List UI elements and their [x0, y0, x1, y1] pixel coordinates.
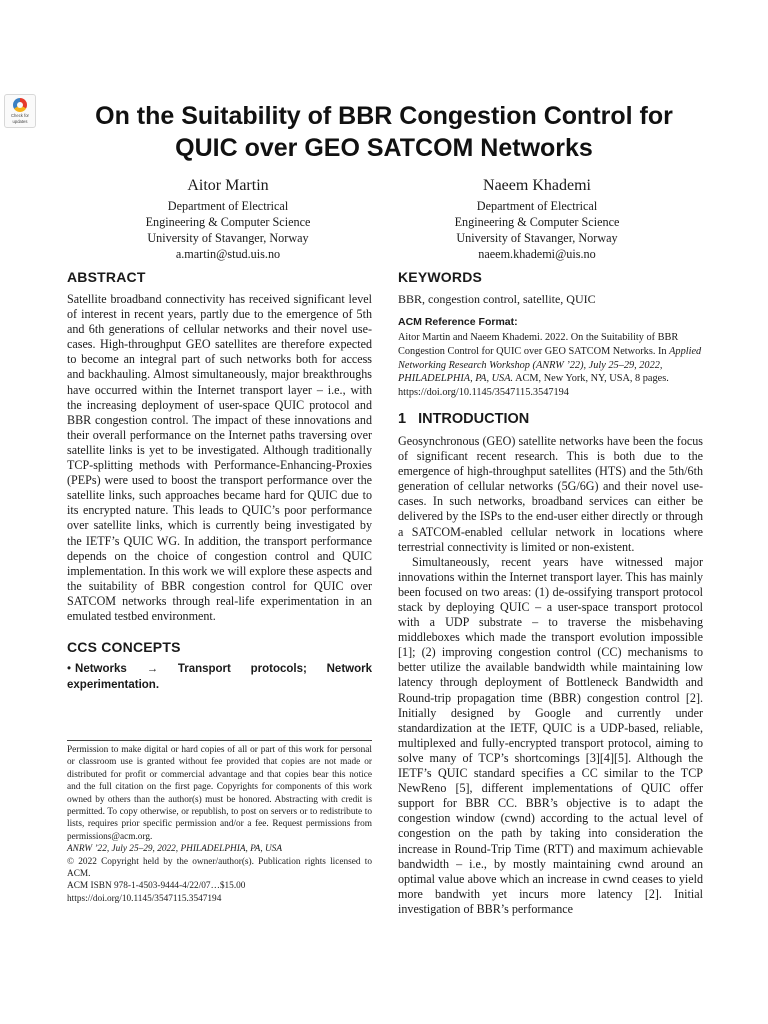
isbn-line: ACM ISBN 978-1-4503-9444-4/22/07…$15.00	[67, 881, 246, 892]
introduction-section	[398, 410, 703, 917]
author-email[interactable]: naeem.khademi@uis.no	[478, 247, 596, 261]
ccs-bullet: •	[67, 663, 72, 676]
author-university: University of Stavanger, Norway	[456, 231, 618, 245]
badge-line-2: updates	[12, 119, 28, 124]
acm-reference-text	[398, 331, 703, 400]
acm-reference-part-1: Aitor Martin and Naeem Khademi. 2022. On the Suitability of BBR Congestion Control for QUIC over GEO SATCOM Networks. In	[398, 332, 679, 357]
permission-footnote	[67, 740, 372, 905]
abstract-text: Satellite broadband connectivity has received significant level of interest in recent years, partly due to the emergence of 5th and 6th generations of cellular networks and their novel use-cases. High-throughput GEO satellites are therefore expected to become an integral part of such networks both for access and backhauling. Almost simultaneously, major breakthroughs have occurred within the Internet transport layer – i.e., with the increasing deployment of user-space QUIC protocol and BBR congestion control. The impact of these innovations and their overall performance on the Internet paths traversing over satellite links is yet to be investigated. Although traditionally TCP-splitting methods with Performance-Enhancing-Proxies (PEPs) were used to boost the transport performance over the satellite links, such approaches became hard for QUIC due to its encrypted nature. This leads to QUIC’s poor performance over satellite links, which is currently being investigated by the IETF’s QUIC WG. In addition, the transport performance depends on the choice of congestion control and QUIC implementation. In this work we will explore these aspects and the suitability of BBR congestion control for QUIC over SATCOM networks through real-life experimentation in an emulated testbed environment.	[67, 292, 372, 623]
introduction-paragraph-2: Simultaneously, recent years have witnessed major innovations within the Internet transport layer. This has mainly been focused on two areas: (1) de-ossifying transport protocol stack by deploying QUIC – a user-space transport protocol with a UDP substrate – to traverse the misbehaving middleboxes which made the transport evolution impossible [1]; (2) improving congestion control (CC) mechanisms to better utilize the available bandwidth while maintaining low latency through deployment of Bottleneck Bandwidth and Round-trip propagation time (BBR) congestion control [2]. Initially designed by Google and currently under standardization at the IETF, QUIC is a UDP-based, reliable, multiplexed and fully-encrypted transport protocol, aiming to solve many of TCP’s shortcomings [3][4][5]. Although the IETF’s QUIC standard specifies a CC similar to the TCP NewReno [5], different implementations of QUIC offer support for BBR CC. BBR’s objective is to adapt the congestion window (cwnd) according to the actual level of congestion on the path by taking into consideration the increase in Round-Trip Time (RTT) and maximum achievable bandwidth – i.e., by mostly maintaining cwnd around an optimal value above which an increase in cwnd ceases to yield more bandwith yet incurs more latency [2]. Initial investigation of BBR’s performance	[398, 554, 703, 916]
author-dept-line-1: Department of Electrical	[476, 199, 598, 213]
acm-reference-part-3: ACM, New York, NY, USA, 8 pages. https://doi.org/10.1145/3547115.3547194	[398, 373, 669, 399]
doi-link[interactable]: https://doi.org/10.1145/3547115.3547194	[67, 893, 222, 904]
abstract-heading: ABSTRACT	[67, 269, 146, 285]
badge-line-1: Check for	[11, 113, 29, 118]
author-dept-line-2: Engineering & Computer Science	[454, 215, 620, 229]
author-university: University of Stavanger, Norway	[147, 231, 309, 245]
author-dept-line-1: Department of Electrical	[167, 199, 289, 213]
left-column	[67, 268, 372, 693]
ccs-heading: CCS CONCEPTS	[67, 639, 181, 656]
acm-reference-venue: Applied Networking Research Workshop (ANRW ’22), July 25–29, 2022, PHILADELPHIA, PA, USA.	[398, 345, 702, 385]
keywords-text: BBR, congestion control, satellite, QUIC	[398, 292, 596, 306]
author-name: Aitor Martin	[187, 177, 269, 194]
right-column	[398, 268, 703, 917]
ccs-concepts-section	[67, 638, 372, 693]
section-title: INTRODUCTION	[418, 410, 530, 427]
author-email[interactable]: a.martin@stud.uis.no	[175, 247, 281, 261]
ccs-item	[67, 662, 372, 693]
section-number: 1	[398, 410, 407, 427]
title-line-2: QUIC over GEO SATCOM Networks	[175, 134, 593, 162]
author-name: Naeem Khademi	[483, 177, 591, 194]
author-1	[88, 176, 368, 262]
venue-line: ANRW ’22, July 25–29, 2022, PHILADELPHIA, PA, USA	[67, 844, 283, 855]
introduction-paragraph-1: Geosynchronous (GEO) satellite networks have been the focus of significant recent research. This is both due to the emergence of high-throughput satellites (HTS) and the 5th/6th generation of cellular networks (5G/6G) and their novel use-cases. In such networks, broadband services can either be delivered by the ISPs to the end-user either directly or through a SATCOM-enabled cellular network in locations where terrestrial connectivity is limited or non-existent.	[398, 433, 703, 554]
acm-reference-heading: ACM Reference Format:	[398, 316, 518, 328]
check-for-updates-badge[interactable]	[4, 94, 36, 128]
introduction-heading	[398, 410, 703, 428]
crossmark-icon	[13, 98, 27, 112]
copyright-line: © 2022 Copyright held by the owner/author(s). Publication rights licensed to ACM.	[67, 856, 372, 880]
author-dept-line-2: Engineering & Computer Science	[145, 215, 311, 229]
ccs-item-text: Networks → Transport protocols; Network experimentation.	[67, 663, 372, 691]
title-line-1: On the Suitability of BBR Congestion Control for	[95, 102, 673, 130]
permission-text: Permission to make digital or hard copies of all or part of this work for personal or classroom use is granted without fee provided that copies are not made or distributed for profit or commercial advantage and that copies bear this notice and the full citation on the first page. Copyrights for components of this work owned by others than the author(s) must be honored. Abstracting with credit is permitted. To copy otherwise, or republish, to post on servers or to redistribute to lists, requires prior specific permission and/or a fee. Request permissions from permissions@acm.org.	[67, 745, 372, 842]
author-2	[397, 176, 677, 262]
keywords-heading: KEYWORDS	[398, 269, 483, 285]
paper-title	[60, 100, 708, 164]
